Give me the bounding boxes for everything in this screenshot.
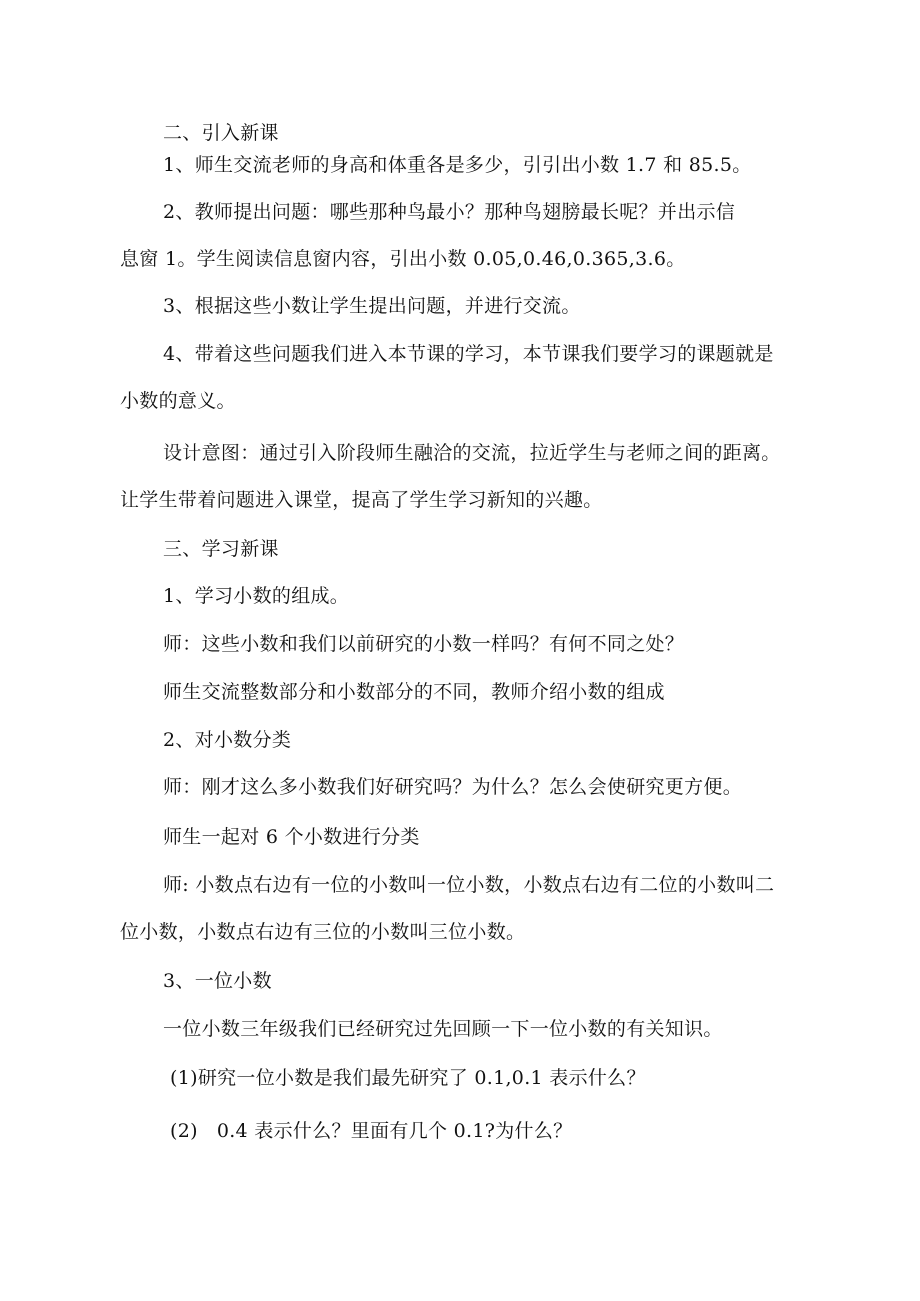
design-intent-line: 让学生带着问题进入课堂，提高了学生学习新知的兴趣。 bbox=[120, 489, 603, 511]
paragraph-line: 师生交流整数部分和小数部分的不同，教师介绍小数的组成 bbox=[163, 681, 665, 703]
paragraph-line: 3、根据这些小数让学生提出问题，并进行交流。 bbox=[163, 295, 581, 317]
paragraph-line: 师：刚才这么多小数我们好研究吗？为什么？怎么会使研究更方便。 bbox=[163, 776, 743, 798]
paragraph-line: 3、一位小数 bbox=[163, 970, 272, 992]
paragraph-line: 师生一起对 6 个小数进行分类 bbox=[163, 826, 420, 848]
design-intent-line: 设计意图：通过引入阶段师生融洽的交流，拉近学生与老师之间的距离。 bbox=[163, 442, 781, 464]
paragraph-line: 一位小数三年级我们已经研究过先回顾一下一位小数的有关知识。 bbox=[163, 1018, 723, 1040]
paragraph-line: 位小数，小数点右边有三位的小数叫三位小数。 bbox=[120, 921, 526, 943]
paragraph-line: 1、学习小数的组成。 bbox=[163, 585, 350, 607]
paragraph-line: 2、教师提出问题：哪些那种鸟最小？那种鸟翅膀最长呢？并出示信 bbox=[163, 201, 736, 223]
paragraph-line: 师: 小数点右边有一位的小数叫一位小数，小数点右边有二位的小数叫二 bbox=[163, 874, 775, 896]
paragraph-line: 息窗 1。学生阅读信息窗内容，引出小数 0.05,0.46,0.365,3.6。 bbox=[120, 248, 686, 270]
paragraph-line: 2、对小数分类 bbox=[163, 729, 292, 751]
paragraph-line: 师：这些小数和我们以前研究的小数一样吗？有何不同之处？ bbox=[163, 633, 685, 655]
heading-learn-new-lesson: 三、学习新课 bbox=[163, 538, 279, 560]
paragraph-line: 4、带着这些问题我们进入本节课的学习，本节课我们要学习的课题就是 bbox=[163, 343, 774, 365]
heading-introduce-new-lesson: 二、引入新课 bbox=[163, 122, 279, 144]
question-line: (2) 0.4 表示什么？里面有几个 0.1?为什么？ bbox=[170, 1120, 573, 1142]
paragraph-line: 1、师生交流老师的身高和体重各是多少，引引出小数 1.7 和 85.5。 bbox=[163, 154, 752, 176]
paragraph-line: 小数的意义。 bbox=[120, 390, 236, 412]
question-line: (1)研究一位小数是我们最先研究了 0.1,0.1 表示什么？ bbox=[170, 1067, 646, 1089]
